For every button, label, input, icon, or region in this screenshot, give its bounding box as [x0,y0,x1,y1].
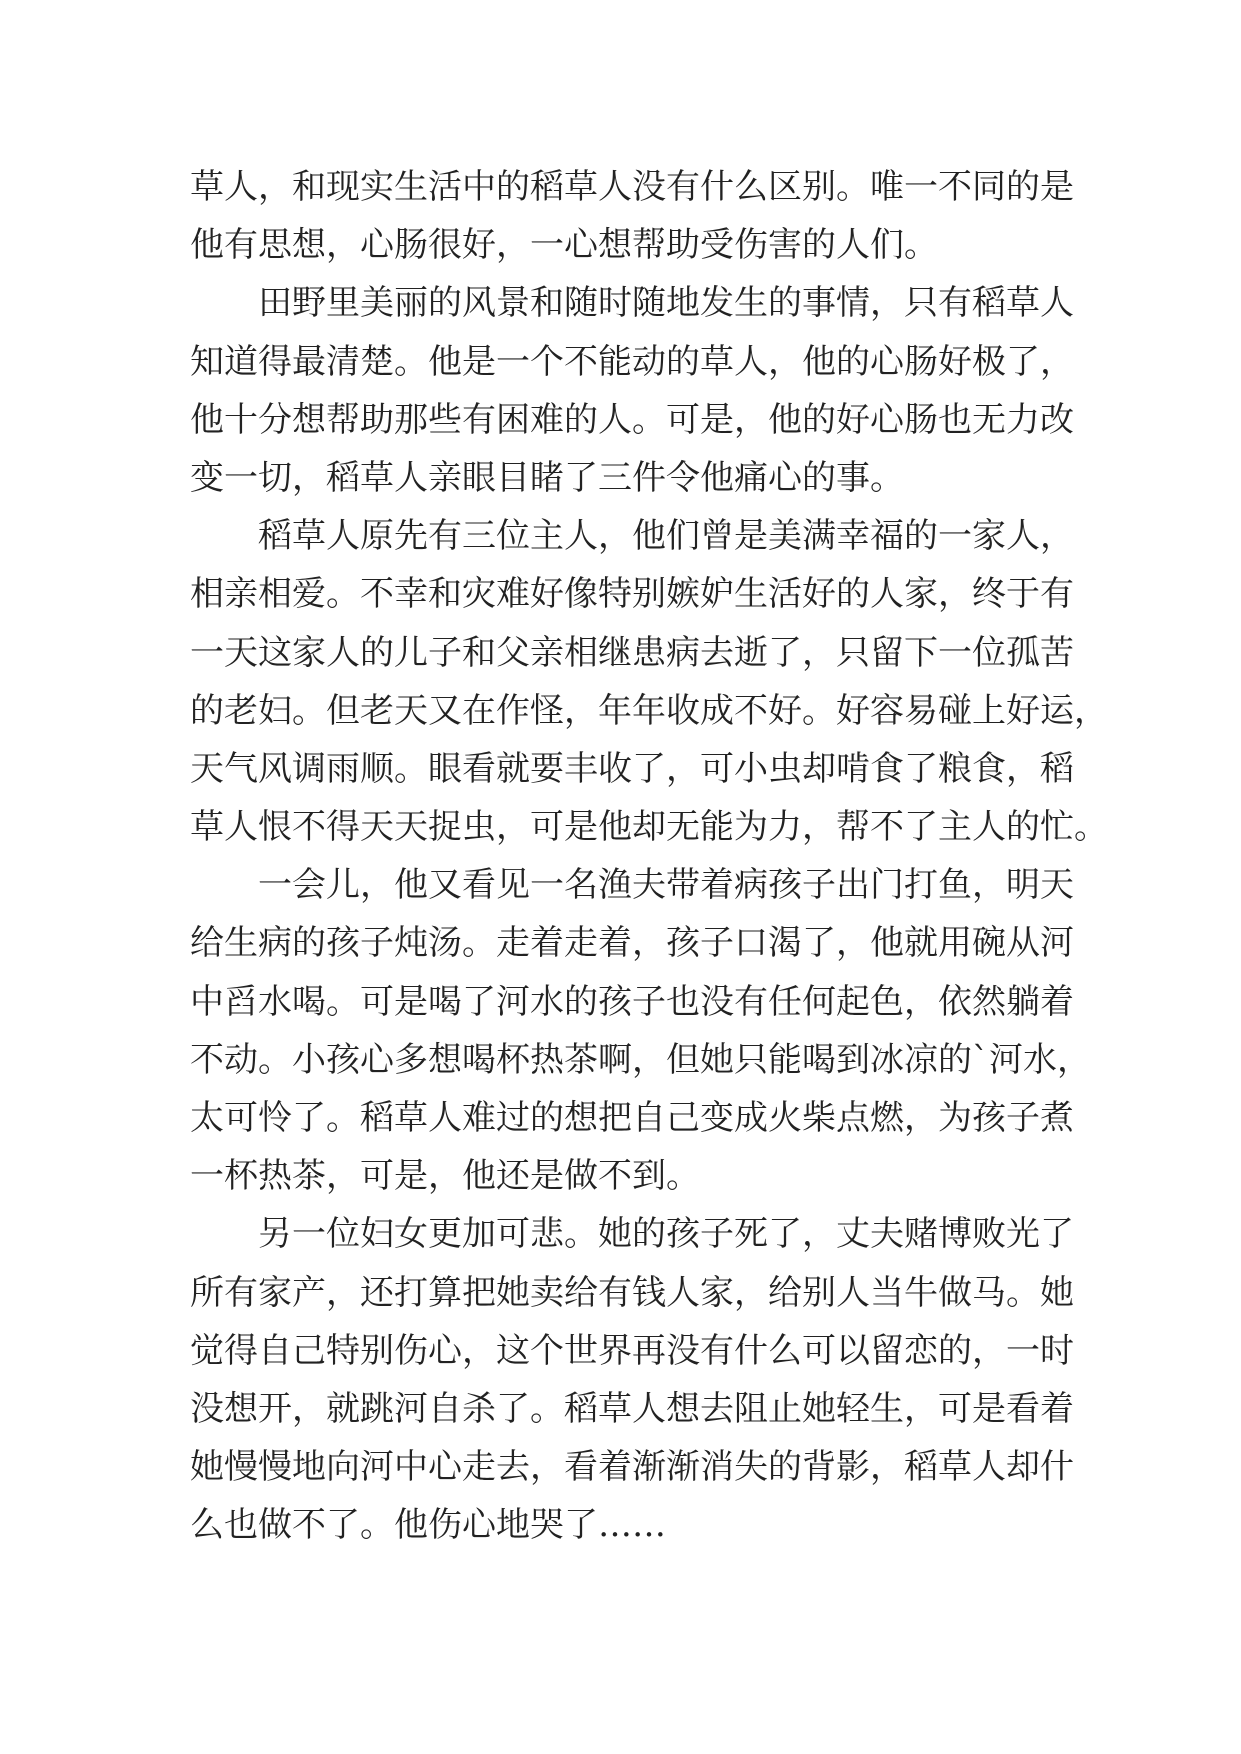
text-line: 知道得最清楚。他是一个不能动的草人，他的心肠好极了， [190,341,1074,382]
text-line: 给生病的孩子炖汤。走着走着，孩子口渴了，他就用碗从河 [190,923,1074,964]
text-line: 么也做不了。他伤心地哭了…… [190,1505,666,1546]
text-line: 相亲相爱。不幸和灾难好像特别嫉妒生活好的人家，终于有 [190,574,1074,615]
text-line: 天气风调雨顺。眼看就要丰收了，可小虫却啃食了粮食，稻 [190,748,1074,789]
text-line: 草人，和现实生活中的稻草人没有什么区别。唯一不同的是 [190,167,1074,207]
text-line: 他有思想，心肠很好，一心想帮助受伤害的人们。 [190,225,938,266]
paragraph-first-line: 稻草人原先有三位主人，他们曾是美满幸福的一家人， [258,516,1074,557]
text-line: 所有家产，还打算把她卖给有钱人家，给别人当牛做马。她 [190,1272,1074,1313]
text-line: 觉得自己特别伤心，这个世界再没有什么可以留恋的，一时 [190,1330,1074,1371]
paragraph-first-line: 一会儿，他又看见一名渔夫带着病孩子出门打鱼，明天 [258,865,1074,906]
text-line: 的老妇。但老天又在作怪，年年收成不好。好容易碰上好运， [190,690,1108,731]
story-body [190,158,1108,1555]
paragraph-first-line: 田野里美丽的风景和随时随地发生的事情，只有稻草人 [258,283,1074,324]
text-line: 一杯热茶，可是，他还是做不到。 [190,1156,700,1197]
text-line: 他十分想帮助那些有困难的人。可是，他的好心肠也无力改 [190,399,1074,440]
text-line: 没想开，就跳河自杀了。稻草人想去阻止她轻生，可是看着 [190,1388,1074,1429]
text-line: 太可怜了。稻草人难过的想把自己变成火柴点燃，为孩子煮 [190,1098,1074,1138]
text-line: 她慢慢地向河中心走去，看着渐渐消失的背影，稻草人却什 [190,1447,1074,1488]
text-line: 变一切，稻草人亲眼目睹了三件令他痛心的事。 [190,457,904,498]
text-line: 中舀水喝。可是喝了河水的孩子也没有任何起色，依然躺着 [190,981,1074,1022]
text-line: 草人恨不得天天捉虫，可是他却无能为力，帮不了主人的忙。 [190,807,1108,848]
text-line: 不动。小孩心多想喝杯热茶啊，但她只能喝到冰凉的`河水， [190,1039,1091,1080]
paragraph-first-line: 另一位妇女更加可悲。她的孩子死了，丈夫赌博败光了 [258,1214,1074,1255]
text-line: 一天这家人的儿子和父亲相继患病去逝了，只留下一位孤苦 [190,632,1074,673]
